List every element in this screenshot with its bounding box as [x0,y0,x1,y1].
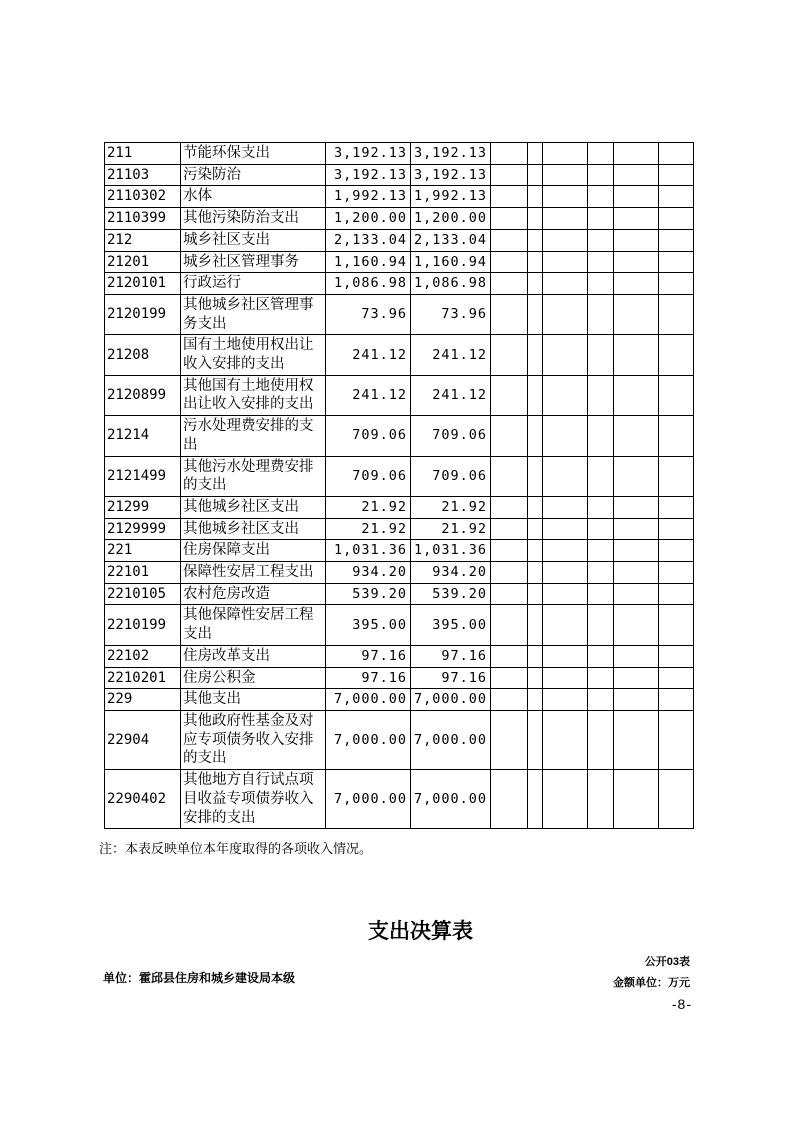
table-row [105,496,694,518]
empty-cell [491,645,528,667]
empty-cell [588,251,614,273]
amount1-cell: 1,160.94 [326,251,411,273]
code-cell: 2110302 [105,186,181,208]
empty-cell [528,208,543,230]
name-cell: 住房保障支出 [181,540,326,562]
table-row [105,208,694,230]
name-cell: 行政运行 [181,273,326,295]
empty-cell [588,208,614,230]
amount2-cell: 1,992.13 [411,186,491,208]
empty-cell [491,583,528,605]
empty-cell [491,186,528,208]
empty-cell [588,273,614,295]
empty-cell [659,294,694,334]
table-row [105,645,694,667]
empty-cell [614,164,659,186]
empty-cell [528,770,543,829]
amount1-cell: 3,192.13 [326,143,411,165]
empty-cell [614,251,659,273]
amount1-cell: 21.92 [326,518,411,540]
empty-cell [528,335,543,375]
table-row [105,335,694,375]
amount2-cell: 934.20 [411,562,491,584]
code-cell: 22904 [105,710,181,769]
empty-cell [491,273,528,295]
name-cell: 其他城乡社区管理事务支出 [181,294,326,334]
empty-cell [659,689,694,711]
amount1-cell: 3,192.13 [326,164,411,186]
empty-cell [588,164,614,186]
code-cell: 2210201 [105,667,181,689]
empty-cell [614,456,659,496]
amount1-cell: 539.20 [326,583,411,605]
empty-cell [659,416,694,456]
empty-cell [543,229,588,251]
empty-cell [659,186,694,208]
code-cell: 2121499 [105,456,181,496]
amount1-cell: 1,992.13 [326,186,411,208]
empty-cell [588,605,614,645]
empty-cell [543,540,588,562]
unit-label: 单位：霍邱县住房和城乡建设局本级 [103,971,296,985]
empty-cell [528,164,543,186]
amount2-cell: 539.20 [411,583,491,605]
code-cell: 2120899 [105,375,181,415]
amount2-cell: 241.12 [411,335,491,375]
empty-cell [491,294,528,334]
code-cell: 21103 [105,164,181,186]
empty-cell [659,518,694,540]
empty-cell [491,375,528,415]
amount2-cell: 21.92 [411,518,491,540]
empty-cell [543,605,588,645]
empty-cell [491,770,528,829]
empty-cell [614,229,659,251]
empty-cell [491,562,528,584]
amount2-cell: 97.16 [411,667,491,689]
amount2-cell: 709.06 [411,416,491,456]
name-cell: 其他地方自行试点项目收益专项债券收入安排的支出 [181,770,326,829]
table-row [105,229,694,251]
empty-cell [659,375,694,415]
empty-cell [659,456,694,496]
table-row [105,540,694,562]
empty-cell [588,375,614,415]
empty-cell [528,496,543,518]
name-cell: 住房公积金 [181,667,326,689]
empty-cell [659,605,694,645]
empty-cell [543,375,588,415]
amount1-cell: 709.06 [326,416,411,456]
empty-cell [491,605,528,645]
code-cell: 2290402 [105,770,181,829]
empty-cell [528,518,543,540]
name-cell: 其他政府性基金及对应专项债务收入安排的支出 [181,710,326,769]
name-cell: 城乡社区管理事务 [181,251,326,273]
name-cell: 其他城乡社区支出 [181,496,326,518]
empty-cell [543,770,588,829]
name-cell: 节能环保支出 [181,143,326,165]
amount2-cell: 1,160.94 [411,251,491,273]
amount2-cell: 709.06 [411,456,491,496]
empty-cell [588,416,614,456]
table-row [105,416,694,456]
amount1-cell: 241.12 [326,375,411,415]
empty-cell [588,583,614,605]
amount1-cell: 73.96 [326,294,411,334]
empty-cell [614,518,659,540]
code-cell: 22101 [105,562,181,584]
budget-table [104,142,694,829]
amount1-cell: 2,133.04 [326,229,411,251]
name-cell: 其他城乡社区支出 [181,518,326,540]
empty-cell [528,251,543,273]
empty-cell [588,710,614,769]
table-row [105,770,694,829]
amount2-cell: 1,200.00 [411,208,491,230]
empty-cell [614,710,659,769]
amount1-cell: 97.16 [326,667,411,689]
empty-cell [588,335,614,375]
table-body [105,143,694,829]
empty-cell [491,416,528,456]
amount2-cell: 7,000.00 [411,710,491,769]
empty-cell [614,375,659,415]
amount2-cell: 2,133.04 [411,229,491,251]
amount1-cell: 1,031.36 [326,540,411,562]
empty-cell [614,689,659,711]
empty-cell [659,273,694,295]
empty-cell [588,645,614,667]
table-row [105,143,694,165]
amount1-cell: 97.16 [326,645,411,667]
code-cell: 211 [105,143,181,165]
empty-cell [659,667,694,689]
empty-cell [588,540,614,562]
empty-cell [588,667,614,689]
empty-cell [528,273,543,295]
empty-cell [528,710,543,769]
table-row [105,164,694,186]
table-row [105,518,694,540]
form-code-label: 公开03表 [644,956,690,968]
amount2-cell: 73.96 [411,294,491,334]
empty-cell [528,583,543,605]
empty-cell [491,164,528,186]
empty-cell [528,375,543,415]
code-cell: 2110399 [105,208,181,230]
empty-cell [543,496,588,518]
empty-cell [528,143,543,165]
name-cell: 水体 [181,186,326,208]
empty-cell [528,562,543,584]
empty-cell [491,540,528,562]
table-row [105,583,694,605]
empty-cell [614,273,659,295]
empty-cell [543,689,588,711]
empty-cell [491,496,528,518]
empty-cell [659,770,694,829]
amount2-cell: 1,031.36 [411,540,491,562]
empty-cell [491,208,528,230]
code-cell: 229 [105,689,181,711]
amount2-cell: 1,086.98 [411,273,491,295]
empty-cell [491,456,528,496]
empty-cell [614,335,659,375]
table-row [105,689,694,711]
empty-cell [543,710,588,769]
empty-cell [543,416,588,456]
table-row [105,562,694,584]
name-cell: 城乡社区支出 [181,229,326,251]
amount2-cell: 3,192.13 [411,164,491,186]
empty-cell [659,583,694,605]
empty-cell [543,208,588,230]
empty-cell [614,562,659,584]
empty-cell [588,689,614,711]
empty-cell [528,456,543,496]
name-cell: 住房改革支出 [181,645,326,667]
empty-cell [659,710,694,769]
empty-cell [614,186,659,208]
table-row [105,186,694,208]
empty-cell [614,770,659,829]
empty-cell [491,667,528,689]
empty-cell [588,186,614,208]
empty-cell [543,335,588,375]
name-cell: 其他支出 [181,689,326,711]
name-cell: 其他污水处理费安排的支出 [181,456,326,496]
empty-cell [659,335,694,375]
empty-cell [614,540,659,562]
report-title: 支出决算表 [368,920,473,943]
empty-cell [659,143,694,165]
amount2-cell: 395.00 [411,605,491,645]
name-cell: 保障性安居工程支出 [181,562,326,584]
table-row [105,605,694,645]
empty-cell [491,518,528,540]
code-cell: 2210105 [105,583,181,605]
empty-cell [614,645,659,667]
empty-cell [528,416,543,456]
empty-cell [588,562,614,584]
name-cell: 污染防治 [181,164,326,186]
empty-cell [543,562,588,584]
empty-cell [528,186,543,208]
code-cell: 22102 [105,645,181,667]
amount1-cell: 7,000.00 [326,710,411,769]
amount2-cell: 21.92 [411,496,491,518]
amount1-cell: 1,086.98 [326,273,411,295]
code-cell: 21214 [105,416,181,456]
empty-cell [528,294,543,334]
empty-cell [588,770,614,829]
empty-cell [543,294,588,334]
code-cell: 21299 [105,496,181,518]
empty-cell [528,667,543,689]
empty-cell [543,667,588,689]
empty-cell [659,645,694,667]
empty-cell [491,710,528,769]
empty-cell [614,583,659,605]
amount1-cell: 709.06 [326,456,411,496]
amount1-cell: 21.92 [326,496,411,518]
empty-cell [543,143,588,165]
empty-cell [543,583,588,605]
empty-cell [543,518,588,540]
name-cell: 国有土地使用权出让收入安排的支出 [181,335,326,375]
table-row [105,667,694,689]
empty-cell [543,456,588,496]
empty-cell [588,294,614,334]
empty-cell [543,251,588,273]
code-cell: 221 [105,540,181,562]
amount2-cell: 97.16 [411,645,491,667]
table-row [105,294,694,334]
empty-cell [659,251,694,273]
amount2-cell: 7,000.00 [411,689,491,711]
empty-cell [543,164,588,186]
amount2-cell: 3,192.13 [411,143,491,165]
name-cell: 其他污染防治支出 [181,208,326,230]
empty-cell [659,562,694,584]
code-cell: 2120199 [105,294,181,334]
table-note: 注：本表反映单位本年度取得的各项收入情况。 [99,841,373,856]
empty-cell [588,229,614,251]
code-cell: 2129999 [105,518,181,540]
empty-cell [614,208,659,230]
amount-unit-label: 金额单位：万元 [613,977,690,989]
empty-cell [543,273,588,295]
empty-cell [528,689,543,711]
empty-cell [614,143,659,165]
empty-cell [543,186,588,208]
name-cell: 污水处理费安排的支出 [181,416,326,456]
empty-cell [528,645,543,667]
empty-cell [659,208,694,230]
amount1-cell: 395.00 [326,605,411,645]
empty-cell [491,689,528,711]
code-cell: 21201 [105,251,181,273]
amount1-cell: 934.20 [326,562,411,584]
page-number: -8- [671,996,692,1012]
empty-cell [528,229,543,251]
code-cell: 212 [105,229,181,251]
code-cell: 21208 [105,335,181,375]
empty-cell [491,143,528,165]
empty-cell [588,456,614,496]
empty-cell [543,645,588,667]
amount1-cell: 7,000.00 [326,770,411,829]
empty-cell [614,667,659,689]
empty-cell [614,605,659,645]
table-row [105,273,694,295]
empty-cell [659,164,694,186]
code-cell: 2210199 [105,605,181,645]
empty-cell [491,251,528,273]
empty-cell [588,496,614,518]
amount2-cell: 7,000.00 [411,770,491,829]
amount1-cell: 1,200.00 [326,208,411,230]
amount2-cell: 241.12 [411,375,491,415]
empty-cell [614,294,659,334]
empty-cell [588,143,614,165]
empty-cell [659,540,694,562]
name-cell: 其他国有土地使用权出让收入安排的支出 [181,375,326,415]
name-cell: 农村危房改造 [181,583,326,605]
amount1-cell: 7,000.00 [326,689,411,711]
table-row [105,710,694,769]
amount1-cell: 241.12 [326,335,411,375]
empty-cell [528,540,543,562]
empty-cell [614,496,659,518]
table-row [105,456,694,496]
empty-cell [491,335,528,375]
name-cell: 其他保障性安居工程支出 [181,605,326,645]
table-row [105,375,694,415]
table-row [105,251,694,273]
empty-cell [659,496,694,518]
empty-cell [588,518,614,540]
empty-cell [614,416,659,456]
code-cell: 2120101 [105,273,181,295]
empty-cell [659,229,694,251]
empty-cell [528,605,543,645]
empty-cell [491,229,528,251]
